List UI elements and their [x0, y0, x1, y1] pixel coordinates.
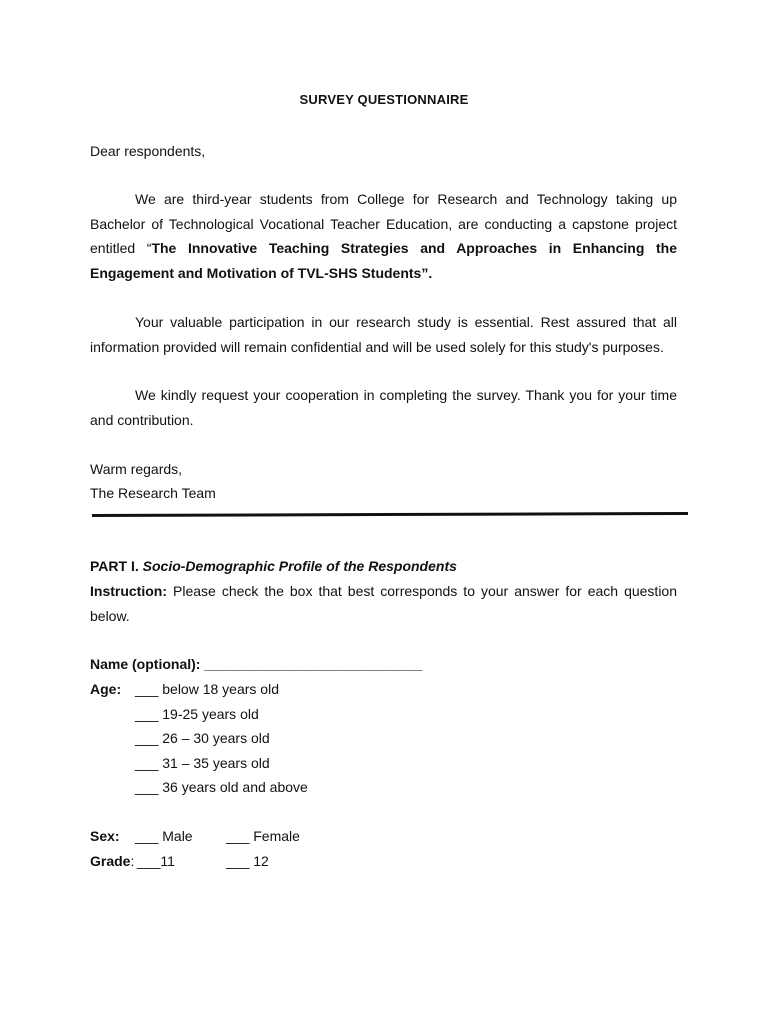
request-paragraph: We kindly request your cooperation in completing the survey. Thank you for your time and contribution. — [90, 387, 677, 428]
closing-line: Warm regards, — [90, 461, 183, 477]
sex-option-male: ___ Male — [135, 828, 193, 844]
part1-label: PART I. — [90, 558, 139, 574]
grade-option-12: ___ 12 — [226, 853, 269, 869]
confidentiality-paragraph: Your valuable participation in our research study is essential. Rest assured that all information provided will remain confidential and will be used solely for this study's purposes. — [90, 314, 677, 355]
age-label: Age: — [90, 681, 122, 697]
intro-paragraph — [90, 187, 677, 285]
sex-label: Sex: — [90, 828, 120, 844]
intro-text: We are third-year students from College for Research and Technology taking up Bachelor of Technological Vocational Teacher Education, are conducting a capstone project entitled “ — [90, 191, 677, 256]
signature-line: The Research Team — [90, 485, 216, 501]
age-option-3: ___ 26 – 30 years old — [135, 730, 270, 746]
document-title: SURVEY QUESTIONNAIRE — [299, 92, 469, 107]
name-field: Name (optional): ____________________________ — [90, 656, 423, 672]
instruction-label: Instruction: — [90, 583, 167, 599]
instruction-text: Please check the box that best corresponds to your answer for each question below. — [90, 583, 677, 624]
age-option-5: ___ 36 years old and above — [135, 779, 308, 795]
part1-subtitle: Socio-Demographic Profile of the Respondents — [142, 558, 457, 574]
instruction-paragraph — [90, 579, 677, 628]
grade-option-11: ___11 — [137, 853, 175, 869]
sex-option-female: ___ Female — [226, 828, 300, 844]
grade-label-row — [90, 849, 134, 873]
age-option-1: ___ below 18 years old — [135, 681, 279, 697]
age-option-2: ___ 19-25 years old — [135, 706, 259, 722]
part1-heading — [90, 554, 677, 579]
project-title: The Innovative Teaching Strategies and Approaches in Enhancing the Engagement and Motivation of TVL-SHS Students”. — [90, 240, 677, 281]
grade-label: Grade — [90, 853, 131, 869]
grade-colon: : — [130, 853, 135, 869]
salutation: Dear respondents, — [90, 143, 206, 159]
age-option-4: ___ 31 – 35 years old — [135, 755, 270, 771]
section-divider — [92, 512, 688, 517]
